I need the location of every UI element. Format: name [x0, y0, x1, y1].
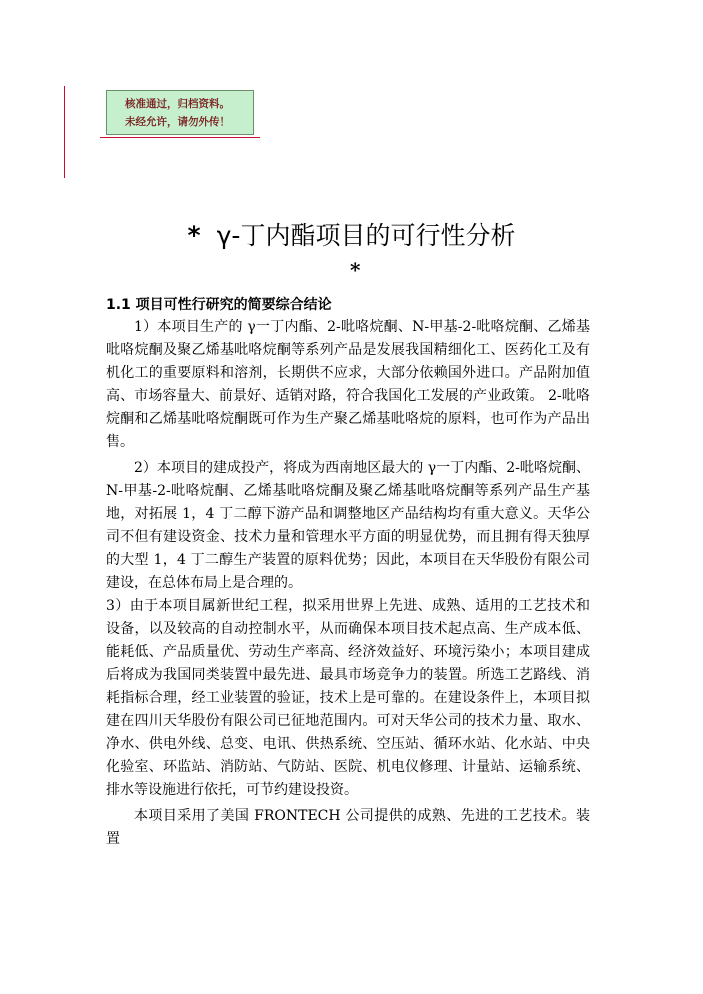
title-star: * [187, 221, 201, 250]
approval-stamp [106, 90, 254, 135]
paragraph-4: 本项目采用了美国 FRONTECH 公司提供的成熟、先进的工艺技术。装置 [106, 808, 590, 847]
section-heading: 1.1 项目可性行研究的简要综合结论 [106, 297, 332, 313]
stamp-line-2: 未经允许，请勿外传！ [125, 116, 230, 128]
stamp-line-1: 核准通过，归档资料。 [125, 98, 230, 110]
body-text [106, 316, 590, 851]
paragraph-2: 2）本项目的建成投产，将成为西南地区最大的 γ一丁内酯、2-吡咯烷酮、N-甲基-2-吡咯烷酮、乙烯基吡咯烷酮及聚乙烯基吡咯烷酮等系列产品生产基地，对拓展 1，4 丁二醇下游产品和调整地区产品结构均有重大意义。天华公司不但有建设资金、技术力量和管理水平方面的明显优势，而且拥有得天独厚的大型 1，4 丁二醇生产装置的原料优势；因此，本项目在天华股份有限公司建设，在总体布局上是合理的。 [106, 460, 590, 591]
paragraph-3: 3）由于本项目属新世纪工程，拟采用世界上先进、成熟、适用的工艺技术和设备，以及较高的自动控制水平，从而确保本项目技术起点高、生产成本低、能耗低、产品质量优、劳动生产率高、经济效益好、环境污染小；本项目建成后将成为我国同类装置中最先进、最具市场竞争力的装置。所选工艺路线、消耗指标合理，经工业装置的验证，技术上是可靠的。在建设条件上，本项目拟建在四川天华股份有限公司已征地范围内。可对天华公司的技术力量、取水、净水、供电外线、总变、电讯、供热系统、空压站、循环水站、化水站、中央化验室、环监站、消防站、气防站、医院、机电仪修理、计量站、运输系统、排水等设施进行依托，可节约建设投资。 [106, 598, 590, 798]
document-title [0, 219, 703, 253]
title-trailing-star: * [350, 258, 361, 282]
margin-line [64, 86, 65, 178]
stamp-underline [100, 137, 260, 138]
paragraph-1: 1）本项目生产的 γ一丁内酯、2-吡咯烷酮、N-甲基-2-吡咯烷酮、乙烯基吡咯烷酮及聚乙烯基吡咯烷酮等系列产品是发展我国精细化工、医药化工及有机化工的重要原料和溶剂，长期供不应求，大部分依赖国外进口。产品附加值高、市场容量大、前景好、适销对路，符合我国化工发展的产业政策。 2-吡咯烷酮和乙烯基吡咯烷酮既可作为生产聚乙烯基吡咯烷的原料，也可作为产品出售。 [106, 319, 590, 450]
title-text: γ-丁内酯项目的可行性分析 [216, 221, 516, 250]
